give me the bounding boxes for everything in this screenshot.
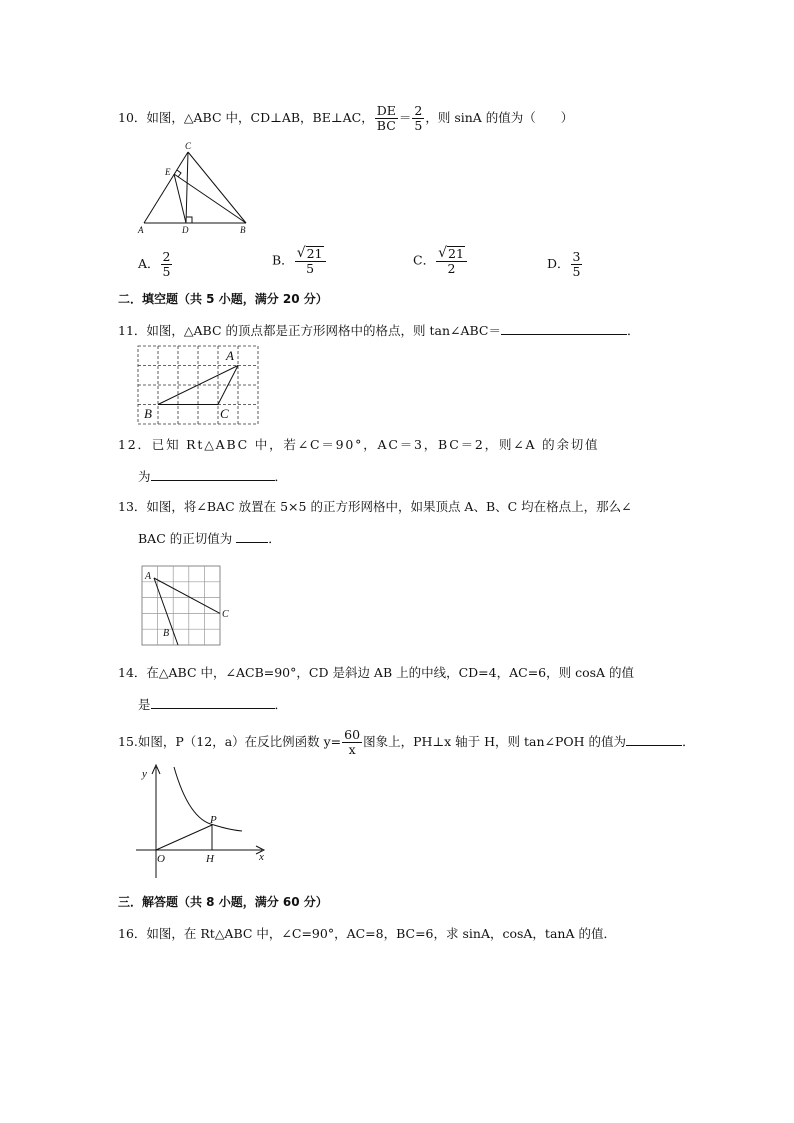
q11-text: 11．如图，△ABC 的顶点都是正方形网格中的格点，则 tan∠ABC＝ ． bbox=[118, 323, 640, 338]
q10-option-b[interactable]: B． √ 21 5 bbox=[272, 246, 327, 276]
q10-option-c-sqrt: √ 21 bbox=[438, 245, 464, 261]
q10-label-e: E bbox=[165, 167, 171, 177]
q10-label-a: A bbox=[138, 225, 144, 235]
q11-label-a: A bbox=[226, 348, 234, 363]
q10-altitude-cd bbox=[186, 152, 188, 223]
q10-stem-before: 10．如图，△ABC 中，CD⊥AB，BE⊥AC， bbox=[118, 110, 374, 125]
q14-line2: 是 ． bbox=[138, 697, 288, 712]
q13-label-b: B bbox=[163, 628, 170, 639]
q15-label-y: y bbox=[142, 768, 147, 780]
q10-stem: 10．如图，△ABC 中，CD⊥AB，BE⊥AC， $\frac{DE}{BC}$ ＝ $\frac{2}{5}$ ，则 sinA 的值为（ ） bbox=[118, 103, 574, 133]
q10-option-b-sqrt: √ 21 bbox=[296, 245, 323, 261]
q10-label-b: B bbox=[240, 225, 246, 235]
q10-altitude-be bbox=[174, 174, 246, 223]
q12-answer-blank[interactable] bbox=[151, 467, 275, 481]
q11-grid-figure bbox=[137, 345, 261, 427]
q10-right-angle-d bbox=[186, 217, 192, 223]
q13-grid-figure bbox=[140, 565, 236, 647]
q16-text: 16．如图，在 Rt△ABC 中，∠C=90°，AC=8，BC=6，求 sinA，cosA，tanA 的值． bbox=[118, 926, 616, 941]
q13-line1: 13．如图，将∠BAC 放置在 5×5 的正方形网格中，如果顶点 A、B、C 均在格点上，那么∠ bbox=[118, 499, 632, 514]
q15-function-fraction: $\frac{60}{x}$ bbox=[344, 727, 361, 757]
q11-label-c: C bbox=[220, 406, 229, 421]
q15-label-p: P bbox=[210, 814, 217, 826]
q14-line1: 14．在△ABC 中，∠ACB=90°，CD 是斜边 AB 上的中线，CD=4，AC=6，则 cosA 的值 bbox=[118, 665, 635, 680]
q12-line2: 为 ． bbox=[138, 469, 288, 484]
q15-label-h: H bbox=[206, 853, 214, 865]
q10-triangle-figure bbox=[134, 140, 254, 235]
q14-answer-blank[interactable] bbox=[151, 695, 275, 709]
q13-answer-blank[interactable] bbox=[236, 529, 268, 543]
q11-label-b: B bbox=[144, 406, 152, 421]
q15-label-x: x bbox=[259, 851, 264, 863]
q10-label-c: C bbox=[185, 141, 192, 151]
q10-option-c[interactable]: C． √ 21 2 bbox=[413, 246, 468, 276]
section-2-title: 二．填空题（共 5 小题，满分 20 分） bbox=[118, 292, 328, 306]
q10-ratio-fraction: $\frac{DE}{BC}$ bbox=[376, 103, 396, 133]
q13-side-ac bbox=[154, 578, 220, 613]
q15-segment-op bbox=[156, 825, 212, 850]
section-3-title: 三．解答题（共 8 小题，满分 60 分） bbox=[118, 895, 328, 909]
q10-stem-after: ，则 sinA 的值为（ ） bbox=[425, 110, 574, 125]
q10-value-fraction: $\frac{2}{5}$ bbox=[414, 103, 423, 133]
q10-label-d: D bbox=[182, 225, 189, 235]
q15-hyperbola-curve bbox=[174, 767, 242, 831]
q13-label-c: C bbox=[222, 609, 229, 620]
q13-label-a: A bbox=[145, 571, 152, 582]
q15-label-o: O bbox=[157, 853, 165, 865]
q10-option-a[interactable]: A． $\frac{2}{5}$ bbox=[138, 249, 171, 279]
q10-side-cb bbox=[188, 152, 246, 223]
q15-answer-blank[interactable] bbox=[626, 732, 682, 746]
q10-option-d[interactable]: D． $\frac{3}{5}$ bbox=[547, 249, 581, 279]
q13-line2: BAC 的正切值为 ． bbox=[138, 531, 281, 546]
q12-line1: 12．已知 Rt△ABC 中，若∠C＝90°，AC＝3，BC＝2，则∠A 的余切值 bbox=[118, 437, 600, 452]
q15-function-figure bbox=[134, 762, 274, 880]
q15-text: 15.如图，P（12，a）在反比例函数 y= $\frac{60}{x}$ 图象上，PH⊥x 轴于 H，则 tan∠POH 的值为 ． bbox=[118, 727, 695, 757]
q11-answer-blank[interactable] bbox=[501, 321, 627, 335]
q10-side-ac bbox=[144, 152, 188, 223]
